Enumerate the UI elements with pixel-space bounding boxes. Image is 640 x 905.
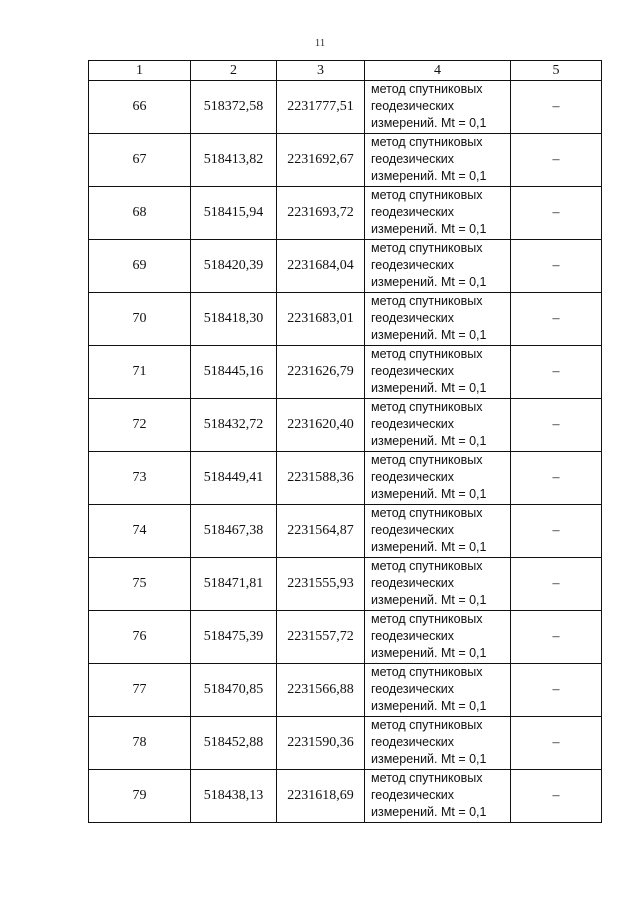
method-text-line: измерений. Mt = 0,1 <box>371 169 487 183</box>
method-text-line: измерений. Mt = 0,1 <box>371 805 487 819</box>
note-cell: – <box>511 558 602 611</box>
method-text-line: геодезических <box>371 523 455 537</box>
x-coordinate-cell: 518420,39 <box>191 240 277 293</box>
point-number-cell: 69 <box>89 240 191 293</box>
method-text-line: измерений. Mt = 0,1 <box>371 752 487 766</box>
method-text-line: измерений. Mt = 0,1 <box>371 487 487 501</box>
method-text-line: геодезических <box>371 99 455 113</box>
table-row <box>89 505 602 558</box>
method-cell <box>365 134 511 187</box>
method-text-line: метод спутниковых <box>371 453 483 467</box>
method-cell <box>365 611 511 664</box>
x-coordinate-cell: 518445,16 <box>191 346 277 399</box>
note-cell: – <box>511 770 602 823</box>
table-row <box>89 717 602 770</box>
note-cell: – <box>511 134 602 187</box>
note-cell: – <box>511 717 602 770</box>
method-text-line: метод спутниковых <box>371 665 483 679</box>
point-number-cell: 78 <box>89 717 191 770</box>
y-coordinate-cell: 2231564,87 <box>277 505 365 558</box>
method-text-line: геодезических <box>371 311 455 325</box>
x-coordinate-cell: 518418,30 <box>191 293 277 346</box>
y-coordinate-cell: 2231777,51 <box>277 81 365 134</box>
method-text-line: метод спутниковых <box>371 294 483 308</box>
table-header <box>89 61 602 81</box>
y-coordinate-cell: 2231620,40 <box>277 399 365 452</box>
header-cell-2: 2 <box>191 61 277 81</box>
method-text-line: измерений. Mt = 0,1 <box>371 116 487 130</box>
point-number-cell: 72 <box>89 399 191 452</box>
note-cell: – <box>511 187 602 240</box>
y-coordinate-cell: 2231626,79 <box>277 346 365 399</box>
method-text-line: метод спутниковых <box>371 400 483 414</box>
method-text-line: геодезических <box>371 152 455 166</box>
method-text-line: метод спутниковых <box>371 135 483 149</box>
method-text-line: метод спутниковых <box>371 771 483 785</box>
table-row <box>89 134 602 187</box>
y-coordinate-cell: 2231557,72 <box>277 611 365 664</box>
method-text-line: геодезических <box>371 735 455 749</box>
y-coordinate-cell: 2231618,69 <box>277 770 365 823</box>
table-row <box>89 81 602 134</box>
method-text-line: метод спутниковых <box>371 506 483 520</box>
table-row <box>89 611 602 664</box>
method-text-line: измерений. Mt = 0,1 <box>371 222 487 236</box>
method-cell <box>365 770 511 823</box>
y-coordinate-cell: 2231684,04 <box>277 240 365 293</box>
point-number-cell: 74 <box>89 505 191 558</box>
note-cell: – <box>511 81 602 134</box>
method-text-line: геодезических <box>371 629 455 643</box>
method-text-line: метод спутниковых <box>371 347 483 361</box>
x-coordinate-cell: 518475,39 <box>191 611 277 664</box>
table-row <box>89 558 602 611</box>
x-coordinate-cell: 518438,13 <box>191 770 277 823</box>
method-cell <box>365 240 511 293</box>
header-cell-5: 5 <box>511 61 602 81</box>
x-coordinate-cell: 518470,85 <box>191 664 277 717</box>
y-coordinate-cell: 2231566,88 <box>277 664 365 717</box>
method-text-line: метод спутниковых <box>371 612 483 626</box>
y-coordinate-cell: 2231590,36 <box>277 717 365 770</box>
method-cell <box>365 81 511 134</box>
method-cell <box>365 452 511 505</box>
table-row <box>89 770 602 823</box>
point-number-cell: 66 <box>89 81 191 134</box>
x-coordinate-cell: 518467,38 <box>191 505 277 558</box>
method-text-line: геодезических <box>371 258 455 272</box>
point-number-cell: 79 <box>89 770 191 823</box>
y-coordinate-cell: 2231683,01 <box>277 293 365 346</box>
method-cell <box>365 293 511 346</box>
note-cell: – <box>511 664 602 717</box>
x-coordinate-cell: 518471,81 <box>191 558 277 611</box>
method-cell <box>365 505 511 558</box>
method-text-line: измерений. Mt = 0,1 <box>371 593 487 607</box>
note-cell: – <box>511 505 602 558</box>
point-number-cell: 75 <box>89 558 191 611</box>
table-row <box>89 452 602 505</box>
method-cell <box>365 399 511 452</box>
y-coordinate-cell: 2231692,67 <box>277 134 365 187</box>
y-coordinate-cell: 2231693,72 <box>277 187 365 240</box>
header-cell-3: 3 <box>277 61 365 81</box>
point-number-cell: 77 <box>89 664 191 717</box>
table-row <box>89 240 602 293</box>
header-cell-1: 1 <box>89 61 191 81</box>
method-text-line: геодезических <box>371 417 455 431</box>
method-text-line: метод спутниковых <box>371 188 483 202</box>
method-text-line: метод спутниковых <box>371 559 483 573</box>
point-number-cell: 70 <box>89 293 191 346</box>
method-text-line: измерений. Mt = 0,1 <box>371 646 487 660</box>
method-text-line: метод спутниковых <box>371 241 483 255</box>
method-text-line: измерений. Mt = 0,1 <box>371 434 487 448</box>
method-text-line: измерений. Mt = 0,1 <box>371 699 487 713</box>
method-text-line: геодезических <box>371 470 455 484</box>
method-cell <box>365 558 511 611</box>
note-cell: – <box>511 346 602 399</box>
method-text-line: геодезических <box>371 364 455 378</box>
method-text-line: измерений. Mt = 0,1 <box>371 540 487 554</box>
header-row <box>89 61 602 81</box>
x-coordinate-cell: 518452,88 <box>191 717 277 770</box>
method-text-line: измерений. Mt = 0,1 <box>371 275 487 289</box>
x-coordinate-cell: 518413,82 <box>191 134 277 187</box>
table-body <box>89 81 602 823</box>
x-coordinate-cell: 518415,94 <box>191 187 277 240</box>
method-cell <box>365 346 511 399</box>
method-text-line: метод спутниковых <box>371 718 483 732</box>
method-text-line: измерений. Mt = 0,1 <box>371 381 487 395</box>
method-text-line: измерений. Mt = 0,1 <box>371 328 487 342</box>
method-cell <box>365 664 511 717</box>
note-cell: – <box>511 399 602 452</box>
method-text-line: метод спутниковых <box>371 82 483 96</box>
method-text-line: геодезических <box>371 205 455 219</box>
method-text-line: геодезических <box>371 682 455 696</box>
note-cell: – <box>511 611 602 664</box>
table-row <box>89 346 602 399</box>
point-number-cell: 76 <box>89 611 191 664</box>
method-text-line: геодезических <box>371 576 455 590</box>
table-row <box>89 293 602 346</box>
x-coordinate-cell: 518449,41 <box>191 452 277 505</box>
y-coordinate-cell: 2231588,36 <box>277 452 365 505</box>
method-cell <box>365 717 511 770</box>
note-cell: – <box>511 452 602 505</box>
point-number-cell: 73 <box>89 452 191 505</box>
header-cell-4: 4 <box>365 61 511 81</box>
coordinates-table <box>88 60 602 823</box>
point-number-cell: 71 <box>89 346 191 399</box>
point-number-cell: 67 <box>89 134 191 187</box>
method-cell <box>365 187 511 240</box>
x-coordinate-cell: 518372,58 <box>191 81 277 134</box>
x-coordinate-cell: 518432,72 <box>191 399 277 452</box>
page-number: 11 <box>314 37 326 49</box>
note-cell: – <box>511 240 602 293</box>
table-row <box>89 664 602 717</box>
y-coordinate-cell: 2231555,93 <box>277 558 365 611</box>
point-number-cell: 68 <box>89 187 191 240</box>
table-row <box>89 187 602 240</box>
note-cell: – <box>511 293 602 346</box>
method-text-line: геодезических <box>371 788 455 802</box>
table-row <box>89 399 602 452</box>
